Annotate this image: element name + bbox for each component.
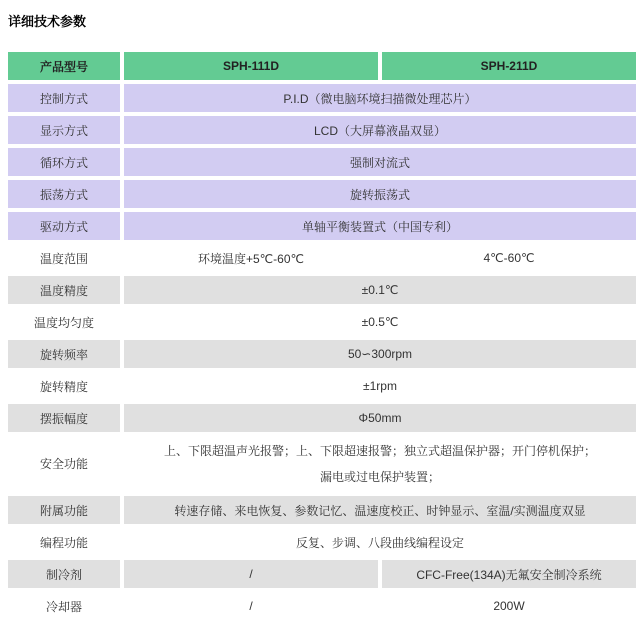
row-auxiliary-functions	[8, 496, 636, 524]
row-value: 旋转振荡式	[124, 180, 636, 208]
row-rotation-accuracy	[8, 372, 636, 400]
row-temp-uniformity	[8, 308, 636, 336]
row-safety-functions	[8, 436, 636, 492]
row-value: ±1rpm	[363, 379, 397, 393]
row-label: 循环方式	[8, 148, 120, 176]
row-label: 冷却器	[45, 599, 82, 614]
spec-table	[4, 48, 640, 624]
row-value: ±0.5℃	[361, 315, 399, 329]
row-label: 制冷剂	[8, 560, 120, 588]
row-value-sph211d: CFC-Free(134A)无氟安全制冷系统	[382, 560, 636, 588]
row-label: 摆振幅度	[8, 404, 120, 432]
row-temp-range	[8, 244, 636, 272]
row-value: 反复、步调、八段曲线编程设定	[295, 535, 464, 550]
header-row	[8, 52, 636, 80]
safety-line-2: 漏电或过电保护装置；	[319, 470, 440, 484]
row-value	[124, 436, 636, 492]
row-label: 温度范围	[39, 251, 88, 266]
row-label: 安全功能	[39, 457, 88, 471]
row-programming-functions	[8, 528, 636, 556]
row-label: 旋转精度	[39, 379, 88, 394]
row-value: ±0.1℃	[124, 276, 636, 304]
row-label: 控制方式	[8, 84, 120, 112]
row-cooler	[8, 592, 636, 620]
row-label: 编程功能	[39, 535, 88, 550]
row-label: 振荡方式	[8, 180, 120, 208]
row-circulation-mode	[8, 148, 636, 176]
header-cell-model-sph211d: SPH-211D	[382, 52, 636, 80]
page-title: 详细技术参数	[8, 14, 87, 29]
row-value-sph111d: 环境温度+5℃-60℃	[198, 251, 304, 266]
row-value-sph111d: /	[249, 599, 253, 613]
row-value-sph211d: 200W	[493, 599, 525, 613]
row-value-sph211d: 4℃-60℃	[483, 251, 535, 265]
header-cell-model-sph111d: SPH-111D	[124, 52, 378, 80]
row-value: P.I.D（微电脑环境扫描微处理芯片）	[124, 84, 636, 112]
row-value: 转速存储、来电恢复、参数记忆、温速度校正、时钟显示、室温/实测温度双显	[124, 496, 636, 524]
safety-line-1: 上、下限超温声光报警；上、下限超速报警；独立式超温保护器；开门停机保护；	[163, 444, 596, 458]
row-value: 强制对流式	[124, 148, 636, 176]
row-label: 旋转频率	[8, 340, 120, 368]
row-label: 附属功能	[8, 496, 120, 524]
row-oscillation-mode	[8, 180, 636, 208]
row-value: Φ50mm	[124, 404, 636, 432]
header-cell-param: 产品型号	[8, 52, 120, 80]
row-drive-mode	[8, 212, 636, 240]
row-swing-amplitude	[8, 404, 636, 432]
row-value: 50∽300rpm	[124, 340, 636, 368]
row-label: 温度精度	[8, 276, 120, 304]
row-value-sph111d: /	[124, 560, 378, 588]
row-control-mode	[8, 84, 636, 112]
row-value: LCD（大屏幕液晶双显）	[124, 116, 636, 144]
row-rotation-frequency	[8, 340, 636, 368]
row-label: 驱动方式	[8, 212, 120, 240]
row-display-mode	[8, 116, 636, 144]
row-refrigerant	[8, 560, 636, 588]
row-label: 温度均匀度	[33, 315, 94, 330]
row-value: 单轴平衡装置式（中国专利）	[124, 212, 636, 240]
row-temp-accuracy	[8, 276, 636, 304]
row-label: 显示方式	[8, 116, 120, 144]
